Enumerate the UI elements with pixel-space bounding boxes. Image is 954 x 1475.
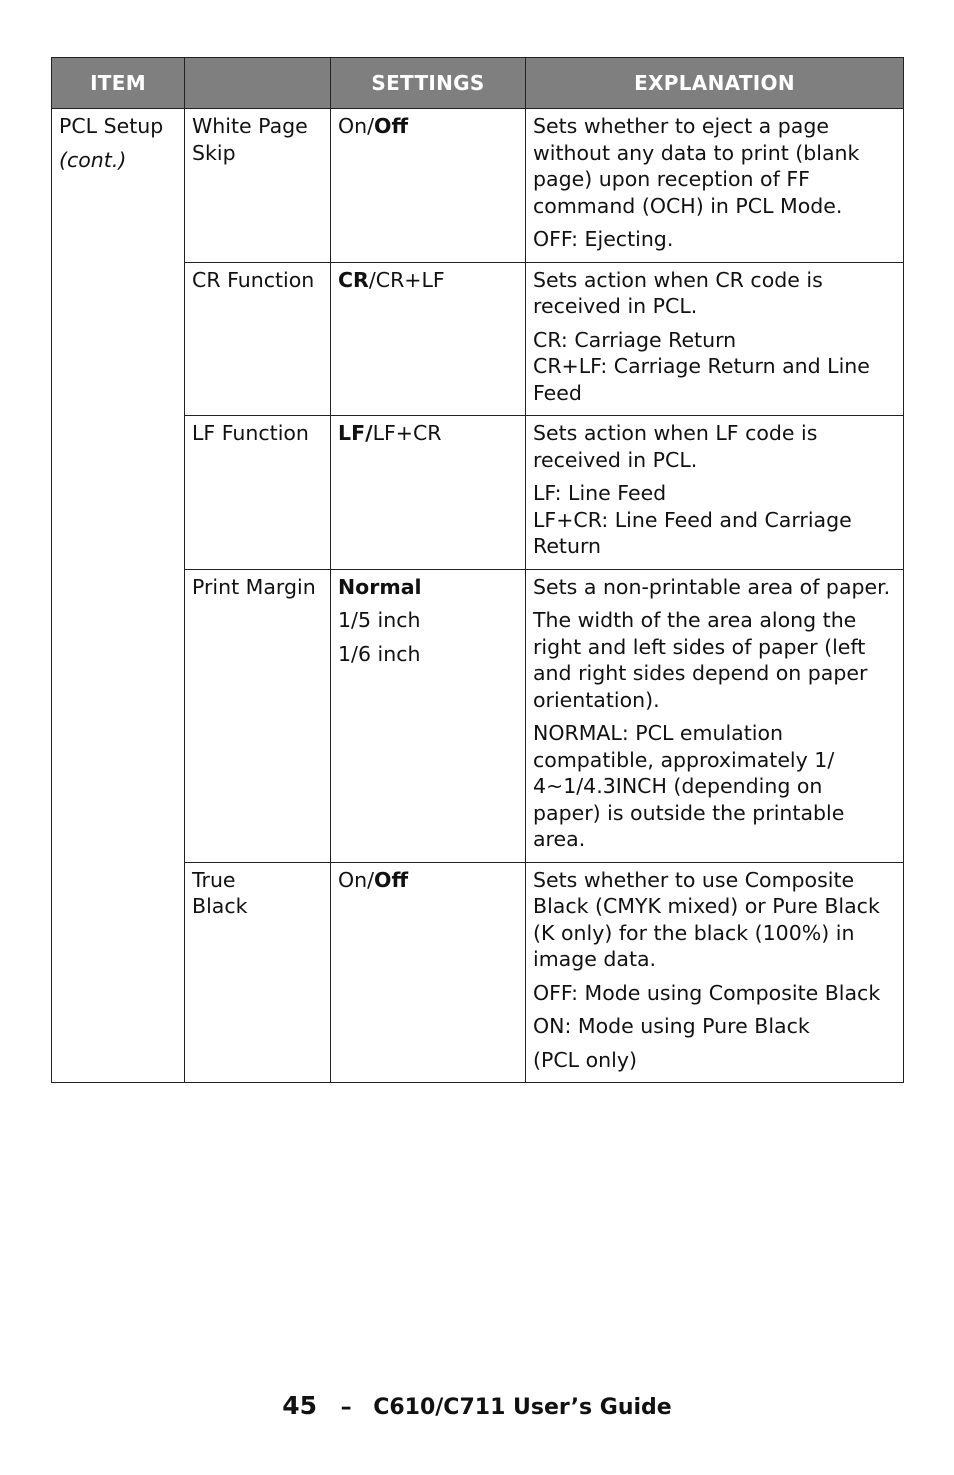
explanation-paragraph: CR: Carriage Return	[533, 327, 737, 352]
default-value: LF/	[338, 421, 373, 445]
explanation-cell	[526, 109, 904, 263]
item-note: (cont.)	[59, 147, 127, 172]
setting-option	[338, 867, 518, 894]
page-number: 45	[282, 1391, 318, 1420]
setting-name-cell	[185, 262, 331, 416]
explanation-cell	[526, 262, 904, 416]
explanation-paragraph: (PCL only)	[533, 1047, 637, 1072]
option-value: LF+CR	[372, 421, 442, 445]
setting-option	[338, 113, 518, 140]
setting-option	[338, 574, 518, 601]
default-value: CR	[338, 267, 369, 292]
setting-option	[338, 267, 518, 294]
header-settings: SETTINGS	[331, 58, 526, 109]
option-value: On/	[338, 867, 375, 892]
setting-name-line: Black	[192, 894, 248, 918]
option-value: 1/5 inch	[338, 608, 421, 632]
option-value: /CR+LF	[368, 267, 445, 292]
setting-name-cell	[185, 569, 331, 862]
explanation-cell	[526, 569, 904, 862]
setting-name-line: CR Function	[192, 267, 315, 292]
explanation-paragraph: LF: Line Feed	[533, 481, 667, 505]
settings-cell	[331, 569, 526, 862]
setting-name-line: Skip	[192, 140, 236, 165]
explanation-paragraph: LF+CR: Line Feed and Carriage Return	[533, 507, 852, 558]
default-value: Normal	[338, 574, 422, 599]
setting-name-cell	[185, 109, 331, 263]
explanation-paragraph: CR+LF: Carriage Return and Line Feed	[533, 354, 870, 405]
setting-name-cell	[185, 862, 331, 1083]
explanation-paragraph: Sets whether to use Composite Black (CMYK mixed) or Pure Black (K only) for the black (100%) in image data.	[533, 867, 880, 971]
header-item: ITEM	[52, 58, 185, 109]
setting-name-line: Print Margin	[192, 574, 316, 599]
explanation-paragraph: Sets action when LF code is received in PCL.	[533, 421, 818, 472]
explanation-paragraph: OFF: Mode using Composite Black	[533, 980, 881, 1005]
option-value: On/	[338, 114, 375, 138]
header-subitem	[185, 58, 331, 109]
table-row	[52, 109, 904, 263]
item-name: PCL Setup	[59, 114, 164, 138]
guide-title: C610/C711 User’s Guide	[373, 1395, 672, 1420]
explanation-cell	[526, 862, 904, 1083]
default-value: Off	[374, 114, 409, 138]
setting-option	[338, 607, 518, 634]
explanation-paragraph: ON: Mode using Pure Black	[533, 1014, 810, 1038]
settings-cell	[331, 262, 526, 416]
page-footer	[0, 1391, 954, 1420]
footer-separator: –	[340, 1395, 352, 1420]
settings-table	[51, 57, 904, 1083]
setting-name-line: LF Function	[192, 421, 309, 445]
default-value: Off	[374, 867, 409, 892]
option-value: 1/6 inch	[338, 641, 421, 666]
explanation-paragraph: OFF: Ejecting.	[533, 227, 674, 251]
explanation-paragraph: Sets whether to eject a page without any data to print (blank page) upon reception of FF command (OCH) in PCL Mode.	[533, 114, 860, 218]
explanation-cell	[526, 416, 904, 570]
setting-name-line: White Page	[192, 114, 308, 138]
settings-cell	[331, 416, 526, 570]
explanation-paragraph: Sets a non-printable area of paper.	[533, 574, 891, 599]
setting-name-line: True	[192, 867, 236, 892]
explanation-paragraph: Sets action when CR code is received in PCL.	[533, 267, 823, 318]
settings-cell	[331, 862, 526, 1083]
header-explanation: EXPLANATION	[526, 58, 904, 109]
header-row	[52, 58, 904, 109]
setting-option	[338, 420, 518, 447]
item-cell	[52, 109, 185, 1083]
settings-cell	[331, 109, 526, 263]
table-body	[52, 109, 904, 1083]
explanation-paragraph: The width of the area along the right and left sides of paper (left and right sides depend on paper orientation).	[533, 608, 868, 712]
setting-name-cell	[185, 416, 331, 570]
explanation-paragraph: NORMAL: PCL emulation compatible, approximately 1/ 4~1/4.3INCH (depending on paper) is outside the printable area.	[533, 721, 845, 851]
setting-option	[338, 641, 518, 668]
